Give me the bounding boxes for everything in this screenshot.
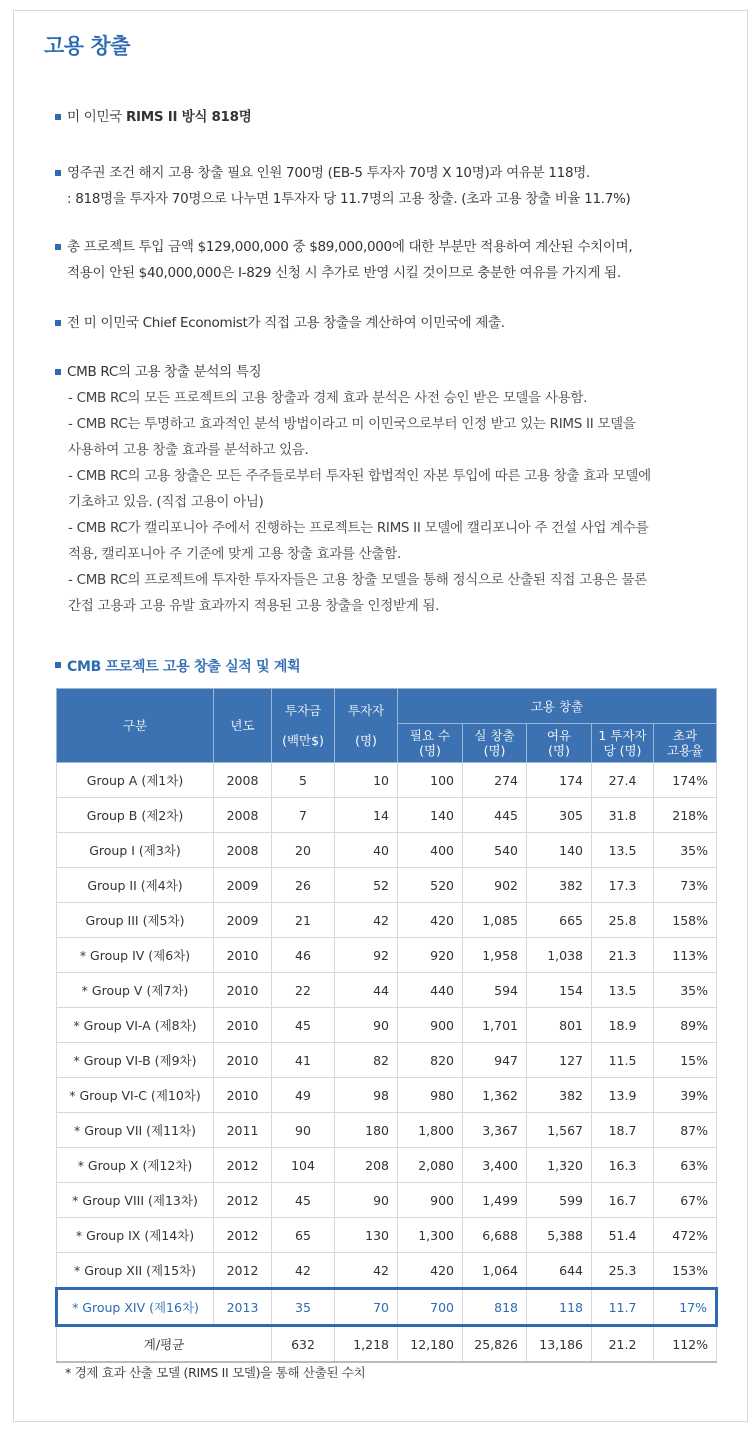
table-cell: * Group VII (제11차) <box>57 1113 214 1148</box>
table-cell: 35 <box>272 1289 335 1326</box>
feature-line: - CMB RC가 캘리포니아 주에서 진행하는 프로젝트는 RIMS II 모델에 캘리포니아 주 건설 사업 계수를 <box>68 520 649 536</box>
feature-line: - CMB RC의 고용 창출은 모든 주주들로부터 투자된 합법적인 자본 투입에 따른 고용 창출 효과 모델에 <box>68 468 651 484</box>
table-cell: 73% <box>654 868 717 903</box>
table-cell: 1,800 <box>398 1113 463 1148</box>
table-cell: 17.3 <box>592 868 654 903</box>
bullet-rims-value: RIMS II 방식 818명 <box>125 109 252 125</box>
table-cell: 11.5 <box>592 1043 654 1078</box>
table-cell: 7 <box>272 798 335 833</box>
table-cell: 51.4 <box>592 1218 654 1253</box>
table-cell: 900 <box>398 1008 463 1043</box>
table-cell: * Group V (제7차) <box>57 973 214 1008</box>
table-cell: 98 <box>335 1078 398 1113</box>
table-cell: * Group VI-C (제10차) <box>57 1078 214 1113</box>
table-cell: 35% <box>654 973 717 1008</box>
table-caption: CMB 프로젝트 고용 창출 실적 및 계획 <box>67 659 301 675</box>
table-cell: 174% <box>654 763 717 798</box>
table-cell: 382 <box>527 1078 592 1113</box>
table-cell: 158% <box>654 903 717 938</box>
table-cell: 13.5 <box>592 833 654 868</box>
table-cell: 1,320 <box>527 1148 592 1183</box>
table-cell: 21.3 <box>592 938 654 973</box>
table-cell: 5,388 <box>527 1218 592 1253</box>
table-cell: 153% <box>654 1253 717 1289</box>
table-cell: 140 <box>527 833 592 868</box>
table-cell: 82 <box>335 1043 398 1078</box>
table-cell: 2010 <box>214 1008 272 1043</box>
table-cell: 2009 <box>214 903 272 938</box>
header-gubun: 구분 <box>57 689 214 763</box>
bullet-icon <box>55 170 61 176</box>
table-total-row <box>57 1326 717 1363</box>
table-cell: 1,218 <box>335 1326 398 1363</box>
table-cell: 44 <box>335 973 398 1008</box>
table-cell: 45 <box>272 1008 335 1043</box>
table-row <box>57 763 717 798</box>
bullet-green-card-line2: : 818명을 투자자 70명으로 나누면 1투자자 당 11.7명의 고용 창출. (초과 고용 창출 비율 11.7%) <box>67 191 631 207</box>
table-cell: 1,499 <box>463 1183 527 1218</box>
table-cell: * Group XII (제15차) <box>57 1253 214 1289</box>
table-cell: 12,180 <box>398 1326 463 1363</box>
header-label: 필요 수 <box>409 728 451 743</box>
employment-table <box>55 688 718 1363</box>
table-cell: 274 <box>463 763 527 798</box>
table-cell: 87% <box>654 1113 717 1148</box>
table-cell: Group A (제1차) <box>57 763 214 798</box>
table-row <box>57 1183 717 1218</box>
table-cell: 382 <box>527 868 592 903</box>
table-cell: 63% <box>654 1148 717 1183</box>
table-cell: * Group VI-A (제8차) <box>57 1008 214 1043</box>
table-cell: 445 <box>463 798 527 833</box>
table-row <box>57 868 717 903</box>
table-cell: 400 <box>398 833 463 868</box>
table-cell: 14 <box>335 798 398 833</box>
header-label: 당 (명) <box>603 743 642 758</box>
table-cell: 420 <box>398 1253 463 1289</box>
table-cell: 1,701 <box>463 1008 527 1043</box>
table-cell: 980 <box>398 1078 463 1113</box>
header-label: 고용율 <box>666 743 704 758</box>
table-cell: 113% <box>654 938 717 973</box>
footnote: * 경제 효과 산출 모델 (RIMS II 모델)을 통해 산출된 수치 <box>65 1365 366 1380</box>
table-cell: 13.5 <box>592 973 654 1008</box>
table-row-highlighted <box>57 1289 717 1326</box>
bullet-investment-line2: 적용이 안된 $40,000,000은 I-829 신청 시 추가로 반영 시킬 것이므로 충분한 여유를 가지게 됨. <box>67 265 621 281</box>
table-row <box>57 903 717 938</box>
table-row <box>57 798 717 833</box>
table-cell: 820 <box>398 1043 463 1078</box>
table-cell: 2009 <box>214 868 272 903</box>
table-cell: * Group X (제12차) <box>57 1148 214 1183</box>
table-cell: 644 <box>527 1253 592 1289</box>
table-cell: 174 <box>527 763 592 798</box>
table-cell: 10 <box>335 763 398 798</box>
table-cell: 16.7 <box>592 1183 654 1218</box>
header-investment <box>272 689 335 763</box>
table-cell: 45 <box>272 1183 335 1218</box>
table-cell: 1,300 <box>398 1218 463 1253</box>
table-cell: 140 <box>398 798 463 833</box>
table-cell: 계/평균 <box>57 1326 272 1363</box>
bullet-icon <box>55 369 61 375</box>
table-cell: 20 <box>272 833 335 868</box>
table-cell: 1,567 <box>527 1113 592 1148</box>
table-cell: 218% <box>654 798 717 833</box>
table-row <box>57 973 717 1008</box>
table-cell: 49 <box>272 1078 335 1113</box>
table-cell: * Group IX (제14차) <box>57 1218 214 1253</box>
table-cell: 31.8 <box>592 798 654 833</box>
table-cell: 41 <box>272 1043 335 1078</box>
header-label: 1 투자자 <box>598 728 647 743</box>
header-actual <box>463 724 527 763</box>
table-cell: 27.4 <box>592 763 654 798</box>
table-cell: 13,186 <box>527 1326 592 1363</box>
table-cell: 2013 <box>214 1289 272 1326</box>
feature-line: 기초하고 있음. (직접 고용이 아님) <box>68 494 264 510</box>
table-cell: 1,064 <box>463 1253 527 1289</box>
table-cell: 947 <box>463 1043 527 1078</box>
table-cell: 127 <box>527 1043 592 1078</box>
bullet-icon <box>55 662 61 668</box>
table-cell: 67% <box>654 1183 717 1218</box>
table-cell: 6,688 <box>463 1218 527 1253</box>
header-investors <box>335 689 398 763</box>
feature-line: 적용, 캘리포니아 주 기준에 맞게 고용 창출 효과를 산출함. <box>68 546 401 562</box>
table-row <box>57 938 717 973</box>
table-cell: 22 <box>272 973 335 1008</box>
header-year: 년도 <box>214 689 272 763</box>
bullet-rims <box>67 104 251 130</box>
table-cell: 1,958 <box>463 938 527 973</box>
bullet-investment-line1: 총 프로젝트 투입 금액 $129,000,000 중 $89,000,000에 대한 부분만 적용하여 계산된 수치이며, <box>67 239 633 255</box>
table-cell: 18.7 <box>592 1113 654 1148</box>
feature-line: - CMB RC의 프로젝트에 투자한 투자자들은 고용 창출 모델을 통해 정식으로 산출된 직접 고용은 물론 <box>68 572 647 588</box>
table-cell: 26 <box>272 868 335 903</box>
table-cell: 2,080 <box>398 1148 463 1183</box>
table-cell: Group II (제4차) <box>57 868 214 903</box>
table-cell: 5 <box>272 763 335 798</box>
table-cell: 21.2 <box>592 1326 654 1363</box>
header-label: (백만$) <box>282 733 324 748</box>
table-cell: 900 <box>398 1183 463 1218</box>
feature-line: - CMB RC의 모든 프로젝트의 고용 창출과 경제 효과 분석은 사전 승인 받은 모델을 사용함. <box>68 390 588 406</box>
table-cell: 305 <box>527 798 592 833</box>
table-cell: 540 <box>463 833 527 868</box>
table-row <box>57 1148 717 1183</box>
table-cell: 2008 <box>214 833 272 868</box>
table-cell: 70 <box>335 1289 398 1326</box>
table-cell: 13.9 <box>592 1078 654 1113</box>
feature-line: 사용하여 고용 창출 효과를 분석하고 있음. <box>68 442 309 458</box>
feature-line: - CMB RC는 투명하고 효과적인 분석 방법이라고 미 이민국으로부터 인정 받고 있는 RIMS II 모델을 <box>68 416 636 432</box>
table-cell: 40 <box>335 833 398 868</box>
header-required <box>398 724 463 763</box>
table-cell: 2010 <box>214 1043 272 1078</box>
table-row <box>57 833 717 868</box>
table-cell: 16.3 <box>592 1148 654 1183</box>
header-label: 초과 <box>672 728 698 743</box>
table-cell: 180 <box>335 1113 398 1148</box>
table-cell: 42 <box>272 1253 335 1289</box>
table-cell: 15% <box>654 1043 717 1078</box>
table-cell: 3,367 <box>463 1113 527 1148</box>
table-cell: 90 <box>335 1183 398 1218</box>
table-cell: 2012 <box>214 1148 272 1183</box>
table-cell: 42 <box>335 1253 398 1289</box>
table-cell: 2012 <box>214 1218 272 1253</box>
table-cell: 520 <box>398 868 463 903</box>
header-per-investor <box>592 724 654 763</box>
table-cell: 2012 <box>214 1183 272 1218</box>
table-row <box>57 1253 717 1289</box>
table-cell: 154 <box>527 973 592 1008</box>
feature-line: 간접 고용과 고용 유발 효과까지 적용된 고용 창출을 인정받게 됨. <box>68 598 440 614</box>
table-cell: Group III (제5차) <box>57 903 214 938</box>
table-cell: 25.3 <box>592 1253 654 1289</box>
table-cell: 21 <box>272 903 335 938</box>
table-cell: 2010 <box>214 938 272 973</box>
bullet-icon <box>55 114 61 120</box>
table-cell: * Group XIV (제16차) <box>57 1289 214 1326</box>
table-cell: 25.8 <box>592 903 654 938</box>
header-excess-rate <box>654 724 717 763</box>
header-label: (명) <box>419 743 441 758</box>
table-cell: 920 <box>398 938 463 973</box>
table-cell: 632 <box>272 1326 335 1363</box>
table-cell: 65 <box>272 1218 335 1253</box>
table-cell: 2011 <box>214 1113 272 1148</box>
table-cell: 208 <box>335 1148 398 1183</box>
table-cell: 46 <box>272 938 335 973</box>
table-cell: Group B (제2차) <box>57 798 214 833</box>
table-cell: 18.9 <box>592 1008 654 1043</box>
bullet-features-heading: CMB RC의 고용 창출 분석의 특징 <box>67 364 262 380</box>
table-cell: 818 <box>463 1289 527 1326</box>
table-cell: 130 <box>335 1218 398 1253</box>
table-cell: 2008 <box>214 798 272 833</box>
table-cell: 92 <box>335 938 398 973</box>
table-cell: 440 <box>398 973 463 1008</box>
bullet-icon <box>55 320 61 326</box>
table-cell: 89% <box>654 1008 717 1043</box>
table-cell: 52 <box>335 868 398 903</box>
table-cell: 472% <box>654 1218 717 1253</box>
table-cell: 2010 <box>214 973 272 1008</box>
table-cell: 420 <box>398 903 463 938</box>
table-cell: 39% <box>654 1078 717 1113</box>
bullet-green-card-line1: 영주권 조건 해지 고용 창출 필요 인원 700명 (EB-5 투자자 70명 X 10명)과 여유분 118명. <box>67 165 590 181</box>
header-label: 실 창출 <box>474 728 515 743</box>
header-label: 투자자 <box>347 703 385 718</box>
table-cell: 118 <box>527 1289 592 1326</box>
table-row <box>57 1218 717 1253</box>
header-label: (명) <box>355 733 377 748</box>
bullet-rims-prefix: 미 이민국 <box>67 109 126 125</box>
header-label: (명) <box>548 743 570 758</box>
table-cell: 2012 <box>214 1253 272 1289</box>
table-row <box>57 1008 717 1043</box>
bullet-icon <box>55 244 61 250</box>
table-cell: 90 <box>272 1113 335 1148</box>
table-cell: 902 <box>463 868 527 903</box>
table-cell: 2008 <box>214 763 272 798</box>
table-cell: 801 <box>527 1008 592 1043</box>
table-cell: 2010 <box>214 1078 272 1113</box>
table-cell: 594 <box>463 973 527 1008</box>
table-cell: * Group IV (제6차) <box>57 938 214 973</box>
header-label: 투자금 <box>284 703 322 718</box>
table-row <box>57 1043 717 1078</box>
table-cell: 1,085 <box>463 903 527 938</box>
table-cell: 25,826 <box>463 1326 527 1363</box>
table-cell: 90 <box>335 1008 398 1043</box>
table-cell: 1,038 <box>527 938 592 973</box>
table-cell: * Group VIII (제13차) <box>57 1183 214 1218</box>
table-cell: 599 <box>527 1183 592 1218</box>
table-cell: 104 <box>272 1148 335 1183</box>
table-cell: 3,400 <box>463 1148 527 1183</box>
header-label: 여유 <box>546 728 572 743</box>
table-cell: 17% <box>654 1289 717 1326</box>
table-cell: 1,362 <box>463 1078 527 1113</box>
table-cell: 100 <box>398 763 463 798</box>
header-spare <box>527 724 592 763</box>
header-label: (명) <box>483 743 506 758</box>
table-cell: * Group VI-B (제9차) <box>57 1043 214 1078</box>
table-cell: 35% <box>654 833 717 868</box>
table-cell: 11.7 <box>592 1289 654 1326</box>
table-row <box>57 1078 717 1113</box>
table-cell: 665 <box>527 903 592 938</box>
header-job-creation: 고용 창출 <box>398 689 717 724</box>
table-cell: 700 <box>398 1289 463 1326</box>
table-cell: 42 <box>335 903 398 938</box>
table-row <box>57 1113 717 1148</box>
page-title: 고용 창출 <box>44 34 130 58</box>
table-cell: 112% <box>654 1326 717 1363</box>
bullet-economist: 전 미 이민국 Chief Economist가 직접 고용 창출을 계산하여 이민국에 제출. <box>67 315 505 331</box>
table-cell: Group I (제3차) <box>57 833 214 868</box>
